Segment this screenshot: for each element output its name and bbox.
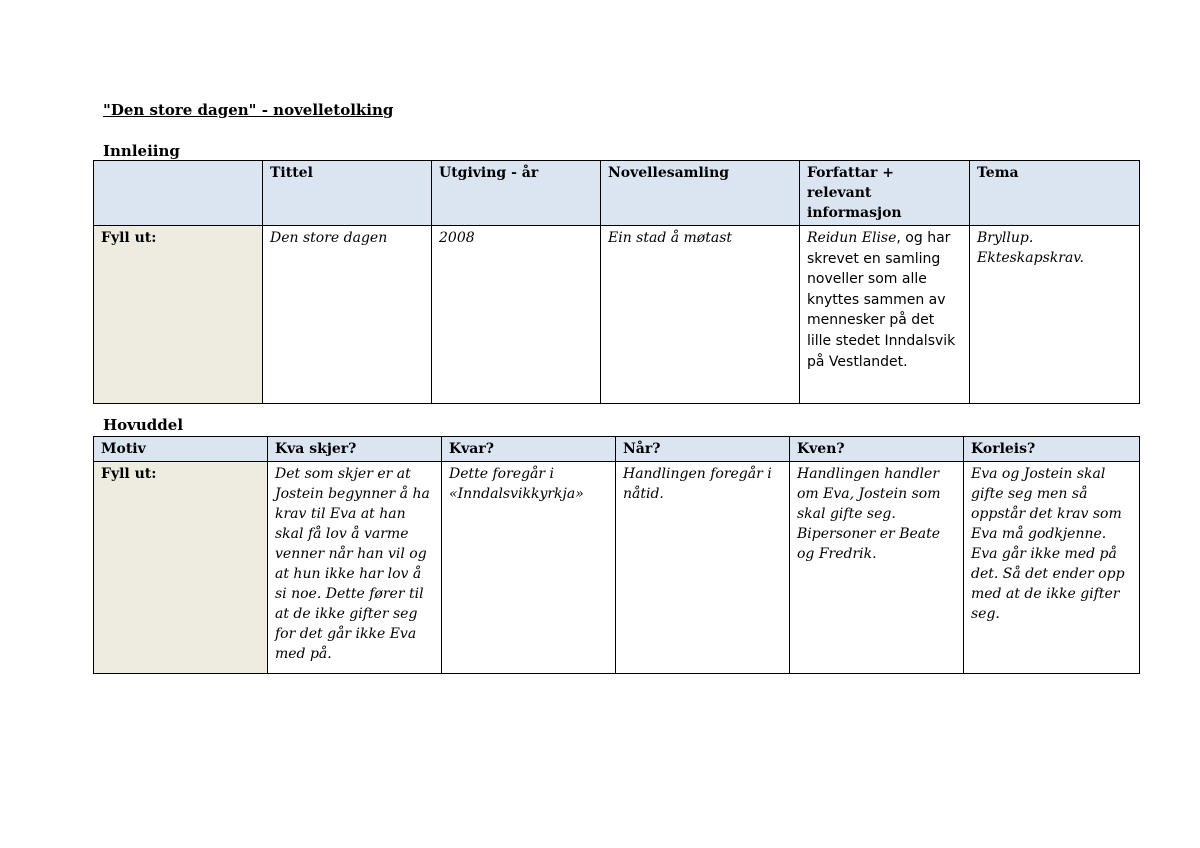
author-name: Reidun Elise — [807, 230, 897, 246]
intro-cell-title: Den store dagen — [263, 226, 432, 404]
main-header-what: Kva skjer? — [268, 437, 442, 462]
intro-header-theme: Tema — [970, 161, 1140, 226]
main-header-row — [94, 437, 1140, 462]
intro-cell-theme: Bryllup. Ekteskapskrav. — [970, 226, 1140, 404]
main-header-how: Korleis? — [964, 437, 1140, 462]
main-table — [93, 436, 1140, 674]
intro-cell-author — [800, 226, 970, 404]
main-cell-where: Dette foregår i «Inndalsvikkyrkja» — [442, 462, 616, 674]
author-info: , og har skrevet en samling noveller som alle knyttes sammen av mennesker på det lille stedet Inndalsvik på Vestlandet. — [807, 230, 956, 370]
main-header-who: Kven? — [790, 437, 964, 462]
section-heading-hovuddel: Hovuddel — [103, 416, 184, 434]
intro-data-row — [94, 226, 1140, 404]
main-header-where: Kvar? — [442, 437, 616, 462]
intro-header-empty — [94, 161, 263, 226]
intro-cell-year: 2008 — [432, 226, 601, 404]
section-heading-innleiing: Innleiing — [103, 142, 180, 160]
document-title: "Den store dagen" - novelletolking — [103, 101, 394, 119]
main-cell-who: Handlingen handler om Eva, Jostein som skal gifte seg. Bipersoner er Beate og Fredrik. — [790, 462, 964, 674]
intro-row-label: Fyll ut: — [94, 226, 263, 404]
main-header-motiv: Motiv — [94, 437, 268, 462]
intro-header-year: Utgiving - år — [432, 161, 601, 226]
intro-cell-collection: Ein stad å møtast — [601, 226, 800, 404]
main-cell-how: Eva og Jostein skal gifte seg men så oppstår det krav som Eva må godkjenne. Eva går ikke med på det. Så det ender opp med at de ikke gifter seg. — [964, 462, 1140, 674]
main-cell-when: Handlingen foregår i nåtid. — [616, 462, 790, 674]
main-header-when: Når? — [616, 437, 790, 462]
intro-header-author: Forfattar + relevant informasjon — [800, 161, 970, 226]
main-row-label: Fyll ut: — [94, 462, 268, 674]
intro-header-collection: Novellesamling — [601, 161, 800, 226]
intro-header-title: Tittel — [263, 161, 432, 226]
main-data-row — [94, 462, 1140, 674]
intro-table — [93, 160, 1140, 404]
main-cell-what: Det som skjer er at Jostein begynner å ha krav til Eva at han skal få lov å varme venner når han vil og at hun ikke har lov å si noe. Dette fører til at de ikke gifter seg for det går ikke Eva med på. — [268, 462, 442, 674]
intro-header-row — [94, 161, 1140, 226]
